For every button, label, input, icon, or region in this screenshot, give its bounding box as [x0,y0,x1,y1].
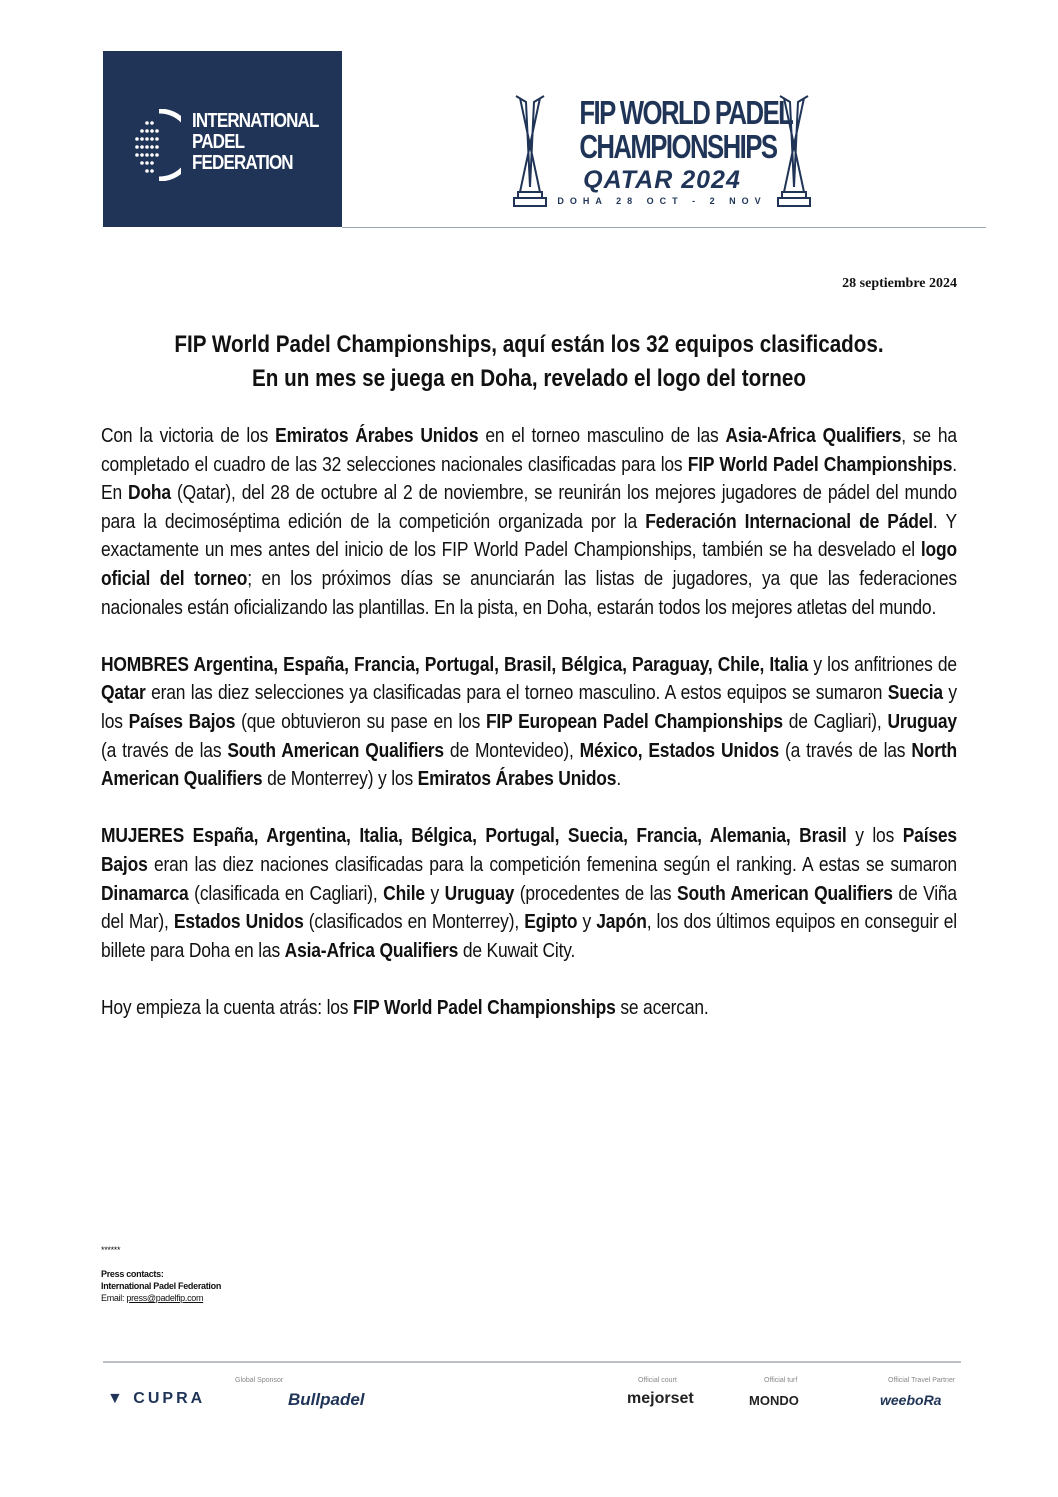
text-segment: (clasificados en Monterrey), [303,910,525,934]
bold-text: Egipto [524,910,578,934]
bold-text: MUJERES España, Argentina, Italia, Bélgica, Portugal, Suecia, Francia, Alemania, Brasil [101,824,847,848]
text-segment: Con la victoria de los [101,424,276,447]
bullpadel-logo: Bullpadel [288,1390,365,1409]
press-contacts [101,1244,221,1304]
text-segment: y [577,910,597,934]
bold-text: Dinamarca [101,881,189,905]
footer-divider [103,1361,961,1363]
championship-logo [512,92,812,210]
bold-text: Estados Unidos [173,910,304,934]
bold-text: Chile [383,881,425,905]
text-segment: (procedentes de las [514,881,678,905]
text-segment: eran las diez selecciones ya clasificadas para el torneo masculino. A estos equipos se sumaron [145,681,888,705]
bold-text: South American Qualifiers [677,881,893,905]
court-label: Official court [638,1377,677,1384]
bold-text: México, Estados Unidos [579,738,779,762]
article-paragraph [101,994,957,1023]
bold-text: Federación Internacional de Pádel [645,509,933,533]
logo-line: CHAMPIONSHIPS [579,128,777,165]
headline-line: FIP World Padel Championships, aquí están los 32 equipos clasificados. [174,331,884,358]
bold-text: Uruguay [444,881,515,905]
cupra-logo: ▼ CUPRA [107,1390,206,1407]
text-segment: y los anfitriones de [808,652,957,676]
text-segment: , se ha completado el cuadro de las 32 selecciones nacionales clasificadas para los [101,424,957,476]
header-divider [342,227,986,228]
text-segment: . [616,767,621,791]
bold-text: Qatar [101,681,146,705]
email-link[interactable]: press@padelfip.com [126,1293,204,1303]
article-paragraph [101,651,957,794]
article-paragraph [101,422,957,622]
bold-text: Asia-Africa Qualifiers [284,938,459,962]
mondo-logo: MONDO [749,1393,799,1408]
ipf-logo-line: FEDERATION [192,152,293,174]
text-segment: y los [101,681,957,733]
ipf-logo-line: INTERNATIONAL [192,110,319,132]
bold-text: Países Bajos [128,709,236,733]
email-label: Email: [101,1293,127,1303]
logo-dates: DOHA 28 OCT - 2 NOV [557,196,767,206]
padel-racket-icon [133,109,181,181]
release-date: 28 septiembre 2024 [842,276,957,291]
bold-text: logo oficial del torneo [101,538,957,590]
text-segment: . Y exactamente un mes antes del inicio de los FIP World Padel Championships, también se ha desvelado el [101,509,957,562]
cupra-icon: ▼ [107,1390,134,1407]
bold-text: South American Qualifiers [227,738,444,762]
bold-text: Doha [128,481,171,505]
text-segment: (a través de las [101,738,228,762]
bold-text: Uruguay [887,709,957,733]
bold-text: HOMBRES Argentina, España, Francia, Portugal, Brasil, Bélgica, Paraguay, Chile, Italia [101,652,809,676]
headline [0,328,1058,396]
text-segment: en el torneo masculino de las [478,424,726,447]
text-segment: . En [101,452,957,505]
weebora-logo: weeboRa [880,1392,942,1408]
text-segment: Hoy empieza la cuenta atrás: los [101,995,354,1019]
text-segment: de Monterrey) y los [262,767,418,791]
bold-text: North American Qualifiers [101,738,957,791]
text-segment: de Viña del Mar), [101,881,957,934]
travel-label: Official Travel Partner [888,1377,956,1384]
article-body [101,422,957,1051]
text-segment: se acercan. [615,995,709,1019]
bold-text: Suecia [887,681,943,705]
bold-text: FIP World Padel Championships [353,995,616,1019]
separator-stars: ****** [101,1245,121,1255]
mejorset-logo: mejorset [627,1390,694,1407]
ipf-logo [103,51,342,227]
text-segment: , los dos últimos equipos en conseguir el billete para Doha en las [101,910,957,962]
logo-line: QATAR 2024 [583,166,741,194]
ipf-logo-line: PADEL [192,131,245,153]
text-segment: y [424,881,445,905]
text-segment: (a través de las [778,738,912,762]
bold-text: FIP World Padel Championships [687,452,953,476]
trophy-icon [512,92,548,210]
text-segment: (clasificada en Cagliari), [188,881,384,905]
bold-text: Asia-Africa Qualifiers [725,424,902,447]
text-segment: ; en los próximos días se anunciarán las listas de jugadores, ya que las federaciones nacionales están oficializando las plantillas. En la pista, en Doha, estarán todos los mejores atletas del mundo. [101,566,957,619]
bold-text: FIP European Padel Championships [485,709,783,733]
bold-text: Japón [596,910,647,934]
text-segment: (que obtuvieron su pase en los [235,709,486,733]
logo-line: FIP WORLD PADEL [579,94,793,131]
article-paragraph [101,822,957,965]
text-segment: (Qatar), del 28 de octubre al 2 de noviembre, se reunirán los mejores jugadores de pádel del mundo para la decimoséptima edición de la competición organizada por la [101,481,957,533]
headline-line: En un mes se juega en Doha, revelado el logo del torneo [252,365,806,392]
text-segment: eran las diez naciones clasificadas para la competición femenina según el ranking. A estas se sumaron [147,852,957,876]
contacts-org: International Padel Federation [101,1281,222,1291]
text-segment: de Kuwait City. [458,938,576,962]
text-segment: de Cagliari), [782,709,888,733]
bold-text: Países Bajos [101,824,957,876]
text-segment: de Montevideo), [443,738,580,762]
bold-text: Emiratos Árabes Unidos [417,767,617,791]
bold-text: Emiratos Árabes Unidos [275,424,479,447]
turf-label: Official turf [764,1377,798,1384]
global-sponsor-label: Global Sponsor [235,1377,284,1384]
text-segment: y los [846,824,903,848]
contacts-heading: Press contacts: [101,1269,164,1279]
